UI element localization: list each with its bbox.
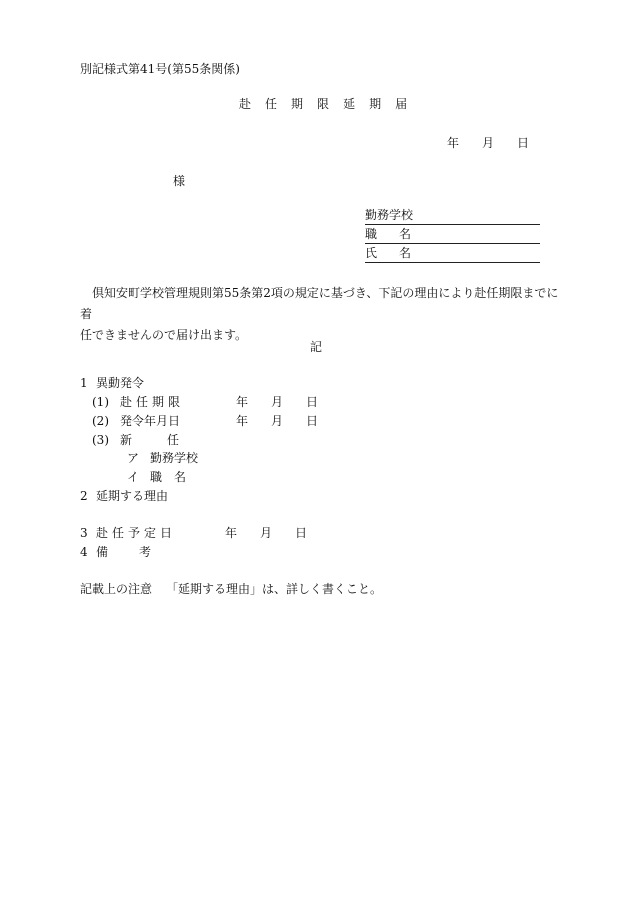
title-char: 期 [291, 97, 304, 111]
body-line-1: 倶知安町学校管理規則第55条第2項の規定に基づき、下記の理由により赴任期限までに着 [80, 286, 559, 321]
item-4-label-b: 考 [139, 545, 152, 559]
applicant-position-label-b: 名 [399, 227, 412, 241]
form-reference: 別記様式第41号(第55条関係) [80, 62, 240, 76]
sub-2-number: (2) [92, 414, 109, 428]
applicant-name-label-b: 名 [399, 246, 412, 260]
title-char: 届 [395, 97, 408, 111]
item-3-year: 年 [225, 526, 238, 540]
applicant-school-line [365, 209, 540, 225]
ki-heading: 記 [310, 340, 323, 354]
sub-2-year: 年 [236, 414, 249, 428]
sub-3b-label-b: 名 [174, 470, 187, 484]
sub-3b-label-a: 職 [150, 470, 163, 484]
sub-2-label: 発令年月日 [120, 414, 181, 428]
form-title [239, 98, 407, 110]
sub-3b-kana: イ [127, 470, 140, 484]
item-4-label-a: 備 [96, 545, 109, 559]
item-1-number: 1 [80, 376, 88, 390]
addressee-suffix: 様 [173, 174, 186, 188]
item-2-label: 延期する理由 [96, 489, 169, 503]
title-char: 限 [317, 97, 330, 111]
sub-3-label-a: 新 [120, 433, 133, 447]
applicant-name-line [365, 247, 540, 263]
sub-3-number: (3) [92, 433, 109, 447]
body-paragraph [80, 283, 570, 346]
sub-3a-label: 勤務学校 [150, 451, 199, 465]
sub-3a-kana: ア [127, 451, 140, 465]
item-3-day: 日 [295, 526, 308, 540]
sub-1-month: 月 [271, 395, 284, 409]
title-char: 赴 [239, 97, 252, 111]
date-year: 年 [447, 136, 460, 150]
title-char: 任 [265, 97, 278, 111]
title-char: 延 [343, 97, 356, 111]
applicant-position-line [365, 228, 540, 244]
applicant-name-label-a: 氏 [365, 246, 378, 260]
item-3-label: 赴任予定日 [96, 526, 177, 540]
item-1-label: 異動発令 [96, 376, 145, 390]
note-text: 「延期する理由」は、詳しく書くこと。 [166, 582, 383, 596]
title-char: 期 [369, 97, 382, 111]
sub-2-day: 日 [306, 414, 319, 428]
date-day: 日 [517, 136, 530, 150]
sub-1-year: 年 [236, 395, 249, 409]
item-3-number: 3 [80, 526, 88, 540]
applicant-school-label: 勤務学校 [365, 208, 414, 222]
sub-1-number: (1) [92, 395, 109, 409]
body-line-2: 任できませんので届け出ます。 [80, 328, 248, 342]
item-3-month: 月 [260, 526, 273, 540]
date-month: 月 [482, 136, 495, 150]
sub-3-label-b: 任 [167, 433, 180, 447]
applicant-position-label-a: 職 [365, 227, 378, 241]
item-4-number: 4 [80, 545, 88, 559]
item-2-number: 2 [80, 489, 88, 503]
note-heading: 記載上の注意 [80, 582, 153, 596]
sub-1-day: 日 [306, 395, 319, 409]
sub-2-month: 月 [271, 414, 284, 428]
sub-1-label: 赴任期限 [120, 395, 185, 409]
